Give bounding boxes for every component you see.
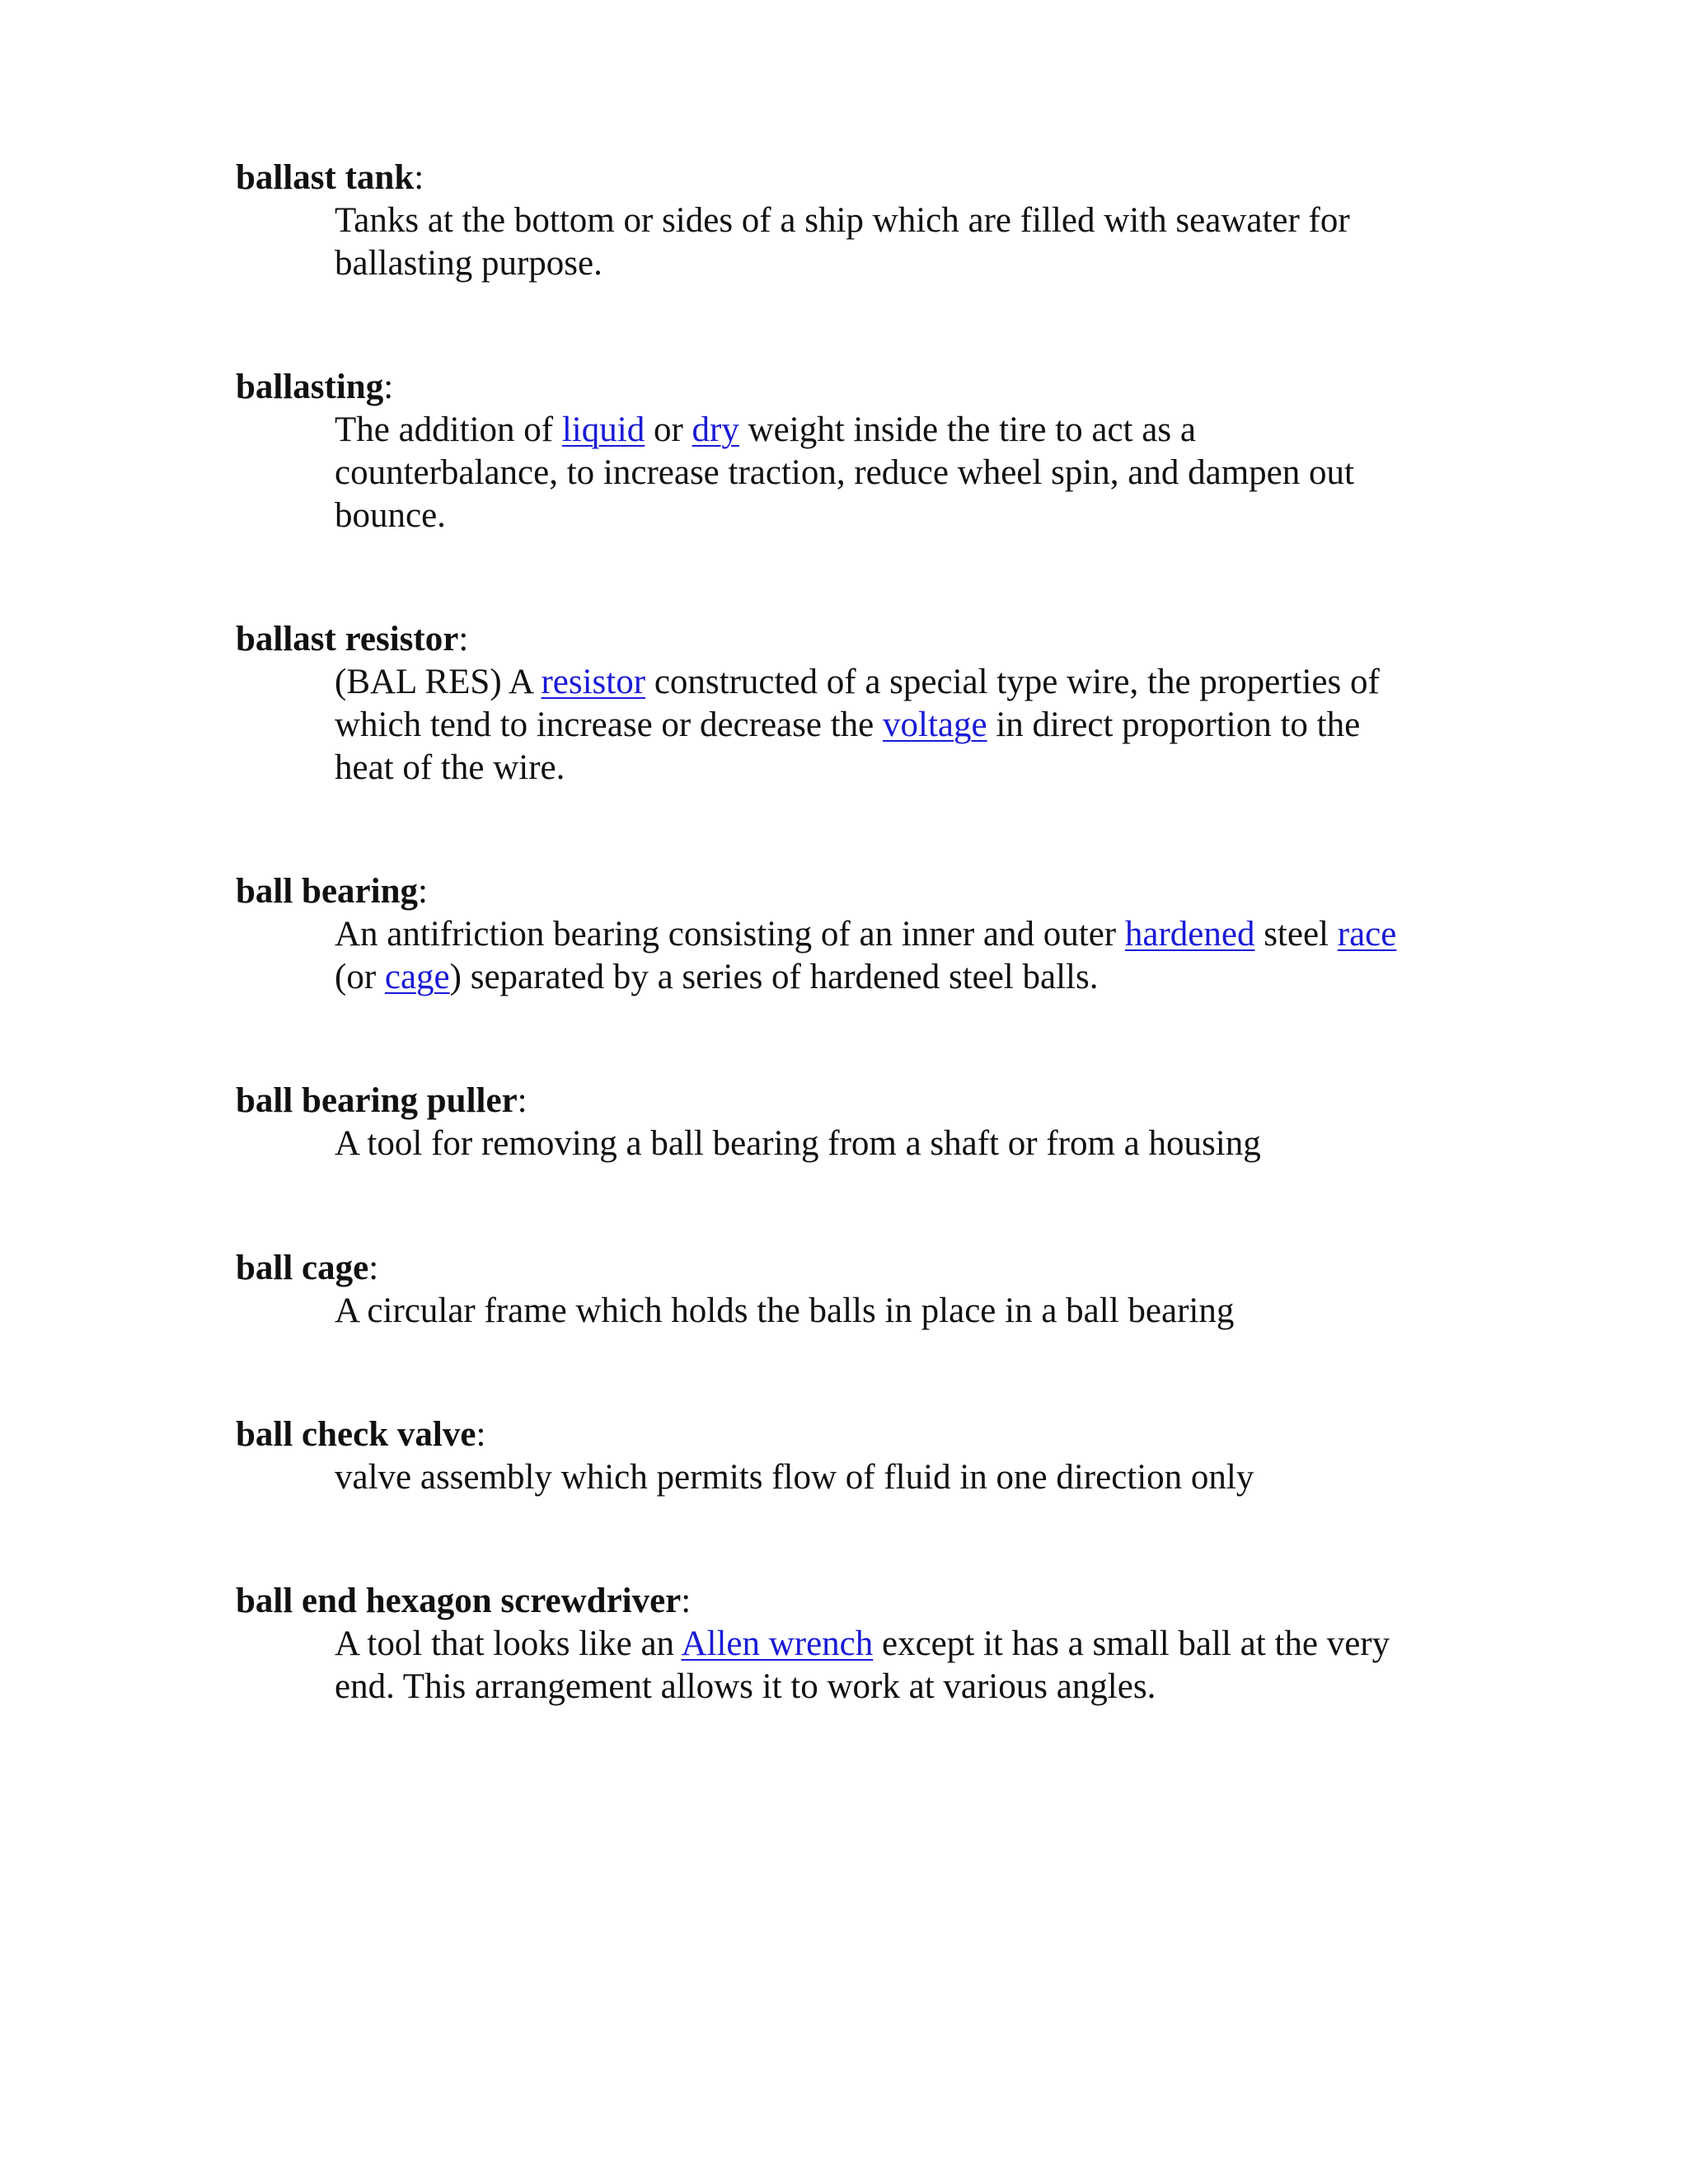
definition-text: weight inside the tire to act as a: [738, 410, 1196, 449]
link-race[interactable]: race: [1337, 915, 1397, 954]
definition-line: [335, 1456, 1505, 1499]
glossary-entry: [236, 157, 1472, 285]
term-heading: ball bearing puller: [236, 1081, 518, 1120]
term-line: [236, 1247, 1472, 1290]
term-colon: :: [383, 368, 394, 406]
link-voltage[interactable]: voltage: [883, 705, 987, 744]
glossary-entry: [236, 366, 1472, 537]
definition-line: [335, 242, 1505, 285]
term-colon: :: [517, 1081, 528, 1120]
definition-text: in direct proportion to the: [987, 705, 1361, 744]
definition-line: [335, 704, 1505, 747]
definition-line: [335, 956, 1505, 999]
definition-text: constructed of a special type wire, the properties of: [645, 663, 1380, 701]
term-line: [236, 157, 1472, 199]
term-heading: ballasting: [236, 368, 384, 406]
link-liquid[interactable]: liquid: [561, 410, 645, 449]
definition-text: ballasting purpose.: [335, 244, 603, 283]
definition-text: (or: [335, 958, 385, 996]
definition-line: [335, 913, 1505, 956]
definition-line: [335, 661, 1505, 704]
glossary-entry: [236, 1413, 1472, 1499]
definition: [335, 1456, 1505, 1499]
definition-text: heat of the wire.: [335, 748, 565, 787]
definition-text: bounce.: [335, 496, 446, 535]
definition-text: ) separated by a series of hardened steel balls.: [449, 958, 1099, 996]
glossary-entry: [236, 1580, 1472, 1708]
term-line: [236, 1580, 1472, 1623]
term-line: [236, 1080, 1472, 1122]
definition-line: [335, 1666, 1505, 1708]
term-colon: :: [681, 1582, 692, 1620]
glossary-entry: [236, 618, 1472, 790]
definition-text: or: [645, 410, 692, 449]
glossary-entry: [236, 1247, 1472, 1333]
definition-line: [335, 452, 1505, 494]
definition-text: A tool that looks like an: [335, 1624, 682, 1663]
definition: [335, 913, 1505, 999]
definition-text: A circular frame which holds the balls in place in a ball bearing: [335, 1291, 1235, 1330]
glossary-entry: [236, 870, 1472, 999]
definition-text: end. This arrangement allows it to work at various angles.: [335, 1667, 1156, 1706]
term-line: [236, 1413, 1472, 1456]
term-heading: ball cage: [236, 1249, 369, 1287]
definition-text: Tanks at the bottom or sides of a ship which are filled with seawater for: [335, 201, 1350, 240]
term-line: [236, 870, 1472, 913]
term-colon: :: [458, 620, 469, 658]
glossary-entry: [236, 1080, 1472, 1165]
term-heading: ball bearing: [236, 872, 419, 911]
term-colon: :: [476, 1415, 486, 1454]
link-resistor[interactable]: resistor: [541, 663, 646, 701]
definition-line: [335, 1290, 1505, 1333]
term-line: [236, 366, 1472, 409]
term-colon: :: [418, 872, 428, 911]
term-colon: :: [368, 1249, 379, 1287]
definition: [335, 661, 1505, 790]
definition-text: A tool for removing a ball bearing from a shaft or from a housing: [335, 1124, 1261, 1163]
definition-text: An antifriction bearing consisting of an inner and outer: [335, 915, 1125, 954]
term-colon: :: [414, 158, 424, 197]
definition-text: counterbalance, to increase traction, reduce wheel spin, and dampen out: [335, 453, 1354, 492]
link-dry[interactable]: dry: [692, 410, 739, 449]
link-hardened[interactable]: hardened: [1124, 915, 1255, 954]
definition-line: [335, 409, 1505, 452]
definition-text: valve assembly which permits flow of fluid in one direction only: [335, 1458, 1254, 1497]
definition-text: (BAL RES) A: [335, 663, 542, 701]
term-heading: ball end hexagon screwdriver: [236, 1582, 682, 1620]
link-allen-wrench[interactable]: Allen wrench: [681, 1624, 874, 1663]
definition-line: [335, 494, 1505, 537]
definition-line: [335, 199, 1505, 242]
definition-text: which tend to increase or decrease the: [335, 705, 883, 744]
definition-line: [335, 1122, 1505, 1165]
definition: [335, 409, 1505, 537]
term-heading: ballast resistor: [236, 620, 459, 658]
term-heading: ball check valve: [236, 1415, 476, 1454]
definition: [335, 1122, 1505, 1165]
definition: [335, 1290, 1505, 1333]
definition: [335, 199, 1505, 285]
definition-text: steel: [1254, 915, 1338, 954]
definition-line: [335, 747, 1505, 790]
definition-line: [335, 1623, 1505, 1666]
term-heading: ballast tank: [236, 158, 415, 197]
definition-text: except it has a small ball at the very: [873, 1624, 1390, 1663]
definition: [335, 1623, 1505, 1708]
link-cage[interactable]: cage: [384, 958, 450, 996]
term-line: [236, 618, 1472, 661]
definition-text: The addition of: [335, 410, 562, 449]
